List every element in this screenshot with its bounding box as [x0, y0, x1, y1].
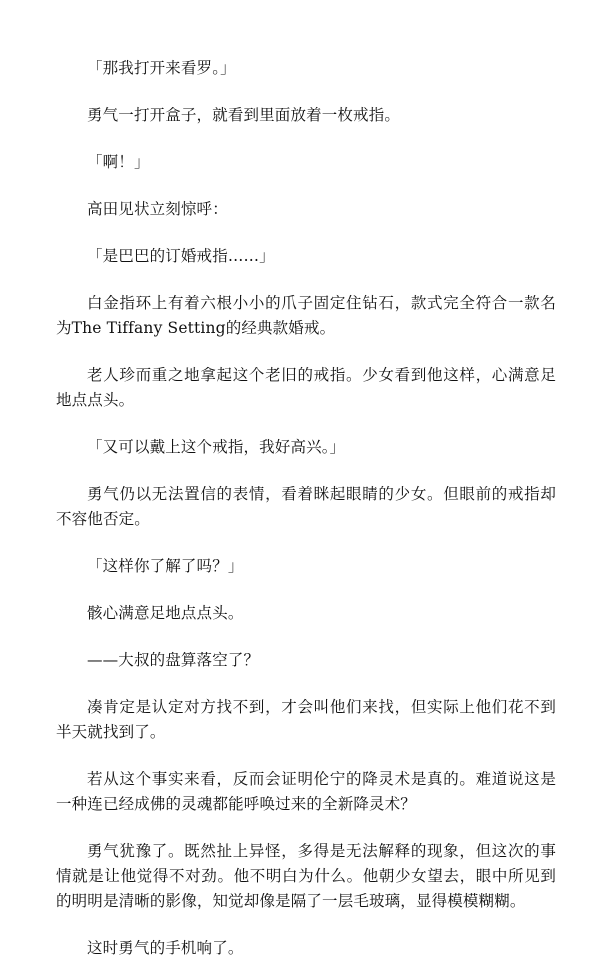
paragraph: 「是巴巴的订婚戒指……」	[87, 247, 275, 265]
paragraph: 「啊！」	[87, 153, 150, 171]
paragraph: 凑肯定是认定对方找不到，才会叫他们来找，但实际上他们花不到半天就找到了。	[56, 698, 556, 741]
paragraph: 勇气一打开盒子，就看到里面放着一枚戒指。	[87, 106, 401, 124]
paragraph: 白金指环上有着六根小小的爪子固定住钻石，款式完全符合一款名为The Tiffany Setting的经典款婚戒。	[56, 294, 556, 337]
paragraph: 「又可以戴上这个戒指，我好高兴。」	[87, 438, 346, 456]
paragraph: 高田见状立刻惊呼：	[87, 200, 228, 218]
paragraph: 老人珍而重之地拿起这个老旧的戒指。少女看到他这样，心满意足地点点头。	[56, 366, 556, 409]
paragraph: ——大叔的盘算落空了？	[87, 651, 260, 669]
paragraph: 勇气仍以无法置信的表情，看着眯起眼睛的少女。但眼前的戒指却不容他否定。	[56, 485, 556, 528]
paragraph: 骸心满意足地点点头。	[87, 604, 244, 622]
page-text	[56, 56, 556, 961]
paragraph: 这时勇气的手机响了。	[87, 939, 244, 957]
paragraph: 勇气犹豫了。既然扯上异怪，多得是无法解释的现象，但这次的事情就是让他觉得不对劲。他不明白为什么。他朝少女望去，眼中所见到的明明是清晰的影像，知觉却像是隔了一层毛玻璃，显得模模糊糊。	[56, 842, 556, 910]
paragraph: 若从这个事实来看，反而会证明伦宁的降灵术是真的。难道说这是一种连已经成佛的灵魂都能呼唤过来的全新降灵术？	[56, 770, 556, 813]
paragraph: 「这样你了解了吗？」	[87, 557, 244, 575]
paragraph: 「那我打开来看罗。」	[87, 59, 236, 77]
